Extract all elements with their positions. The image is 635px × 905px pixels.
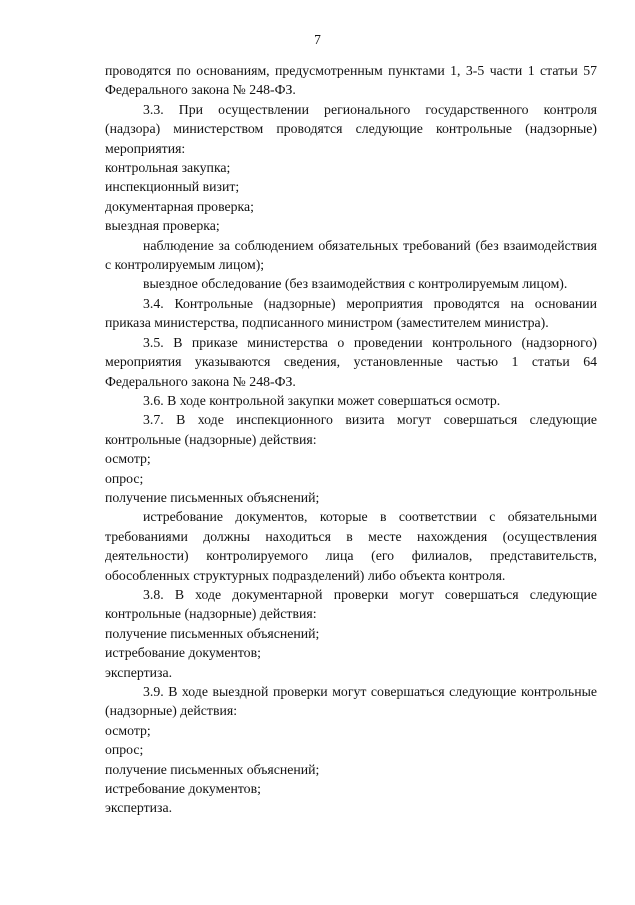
- paragraph: истребование документов, которые в соответствии с обязательными требованиями должны находиться в месте нахождения (осуществления деятельности) контролируемого лица (его филиалов, представительств, обособленных структурных подразделений) либо объекта контроля.: [105, 509, 597, 583]
- list-item: контрольная закупка;: [105, 160, 231, 176]
- list-item: экспертиза.: [105, 800, 173, 816]
- list-item: выездная проверка;: [105, 218, 220, 234]
- paragraph: 3.4. Контрольные (надзорные) мероприятия проводятся на основании приказа министерства, подписанного министром (заместителем министра).: [105, 295, 597, 331]
- list-item: инспекционный визит;: [105, 179, 240, 195]
- list-item: получение письменных объяснений;: [105, 489, 320, 505]
- paragraph: 3.7. В ходе инспекционного визита могут совершаться следующие контрольные (надзорные) действия:: [105, 412, 597, 447]
- list-item: истребование документов;: [105, 645, 261, 661]
- paragraph: проводятся по основаниям, предусмотренным пунктами 1, 3-5 части 1 статьи 57 Федерального закона № 248-ФЗ.: [105, 63, 597, 98]
- paragraph: 3.8. В ходе документарной проверки могут совершаться следующие контрольные (надзорные) действия:: [105, 586, 597, 622]
- list-item: получение письменных объяснений;: [105, 625, 320, 641]
- paragraph: наблюдение за соблюдением обязательных требований (без взаимодействия с контролируемым лицом);: [105, 237, 597, 273]
- list-item: истребование документов;: [105, 781, 261, 797]
- paragraph: 3.9. В ходе выездной проверки могут совершаться следующие контрольные (надзорные) действия:: [105, 684, 597, 719]
- document-body: [105, 61, 597, 818]
- list-item: экспертиза.: [105, 664, 173, 680]
- list-item: опрос;: [105, 742, 144, 758]
- paragraph: выездное обследование (без взаимодействия с контролируемым лицом).: [143, 276, 568, 292]
- list-item: документарная проверка;: [105, 198, 254, 214]
- list-item: осмотр;: [105, 451, 151, 467]
- list-item: получение письменных объяснений;: [105, 761, 320, 777]
- page-number: 7: [314, 32, 321, 47]
- list-item: опрос;: [105, 470, 144, 486]
- paragraph: 3.6. В ходе контрольной закупки может совершаться осмотр.: [143, 392, 501, 408]
- paragraph: 3.5. В приказе министерства о проведении контрольного (надзорного) мероприятия указываются сведения, установленные частью 1 статьи 64 Федерального закона № 248-ФЗ.: [105, 334, 597, 389]
- list-item: осмотр;: [105, 722, 151, 738]
- paragraph: 3.3. При осуществлении регионального государственного контроля (надзора) министерством проводятся следующие контрольные (надзорные) мероприятия:: [105, 101, 597, 156]
